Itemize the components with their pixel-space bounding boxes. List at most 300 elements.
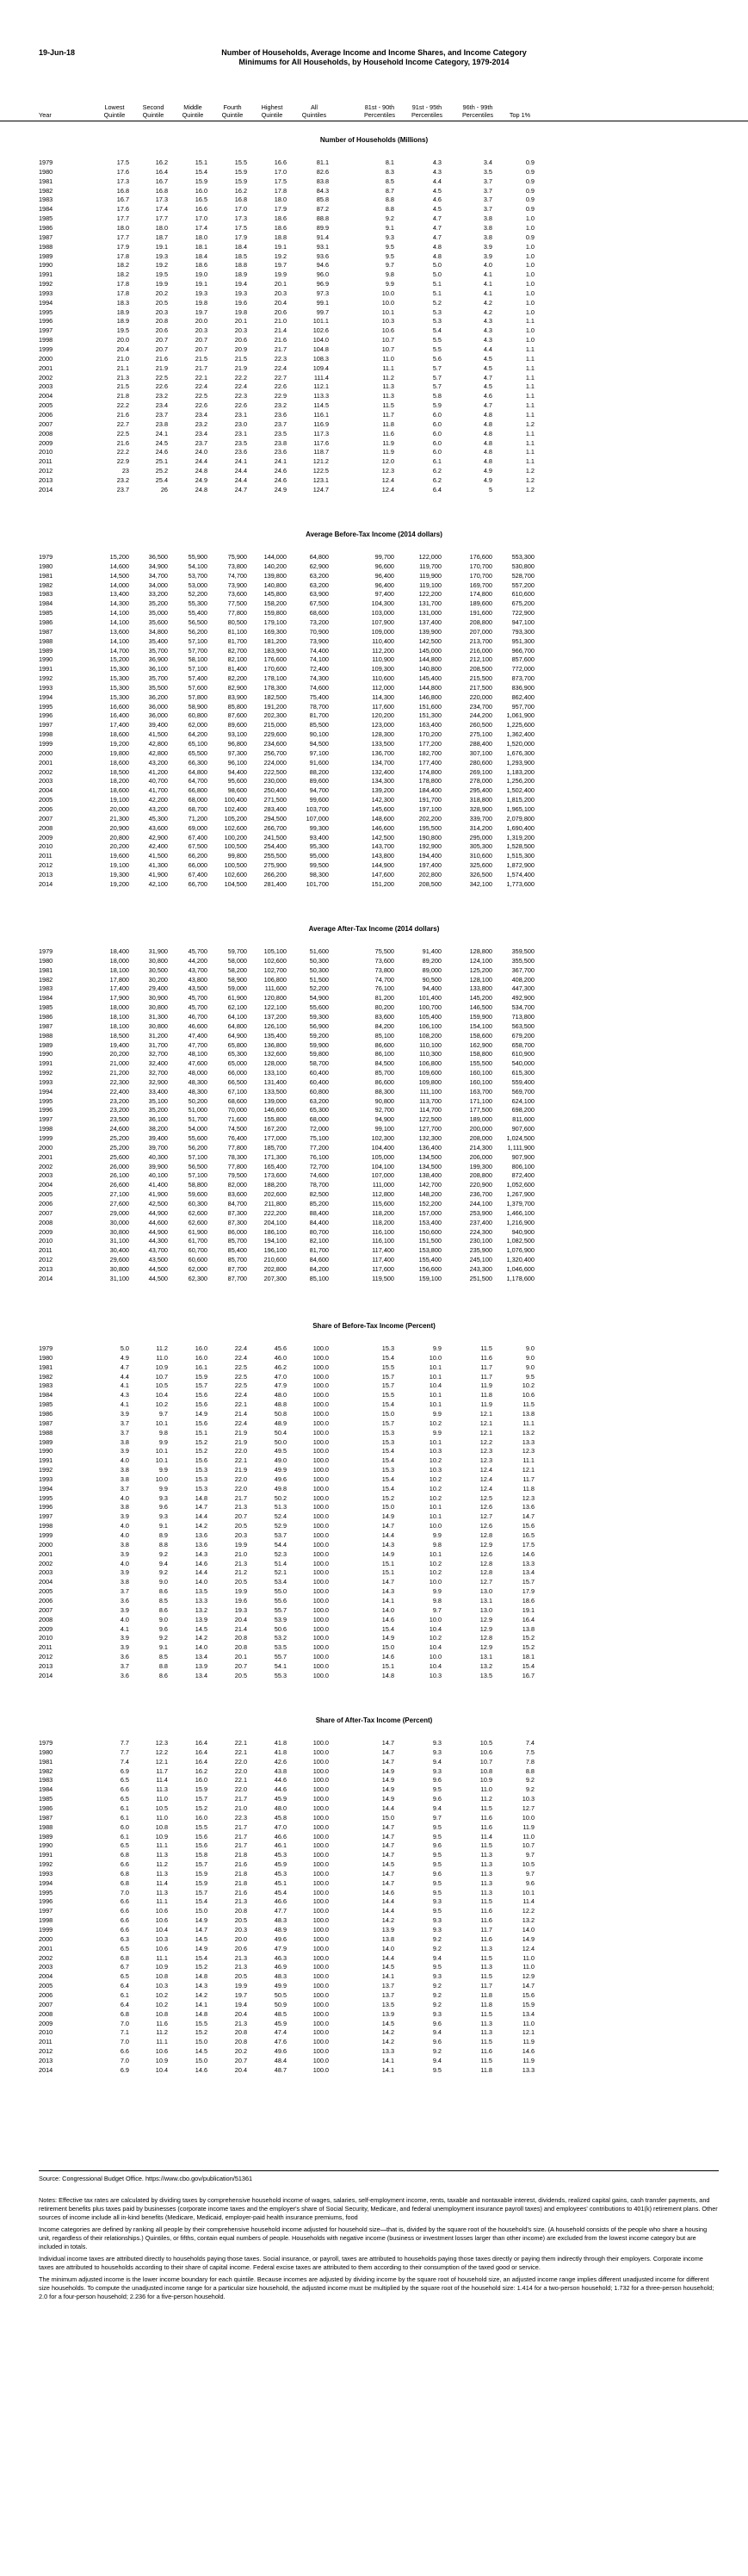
value-cell: 14.6 — [522, 1549, 535, 1558]
value-cell: 217,500 — [469, 683, 492, 692]
value-cell: 85,200 — [309, 1199, 329, 1207]
value-cell: 13.3 — [522, 1437, 535, 1446]
value-cell: 957,700 — [511, 702, 535, 711]
value-cell: 75,400 — [309, 692, 329, 701]
year-cell: 2003 — [39, 1963, 53, 1971]
value-cell: 207,300 — [263, 1274, 287, 1282]
value-cell: 1,183,200 — [506, 767, 535, 776]
value-cell: 18.0 — [274, 196, 287, 204]
value-cell: 104,500 — [224, 879, 247, 888]
value-cell: 20.3 — [155, 307, 168, 316]
table-row — [0, 861, 748, 870]
value-cell: 163,400 — [418, 721, 442, 729]
value-cell: 208,000 — [469, 1134, 492, 1142]
value-cell: 30,000 — [109, 1218, 129, 1226]
value-cell: 56,200 — [188, 1143, 207, 1151]
value-cell: 17.0 — [195, 214, 207, 223]
value-cell: 13.1 — [479, 1653, 492, 1661]
value-cell: 10.0 — [429, 1653, 442, 1661]
value-cell: 10.2 — [155, 1400, 168, 1409]
value-cell: 11.5 — [480, 1953, 492, 1962]
year-cell: 1995 — [39, 1493, 53, 1502]
value-cell: 44,600 — [148, 1218, 168, 1226]
value-cell: 45.9 — [274, 2019, 287, 2027]
value-cell: 1,690,400 — [506, 823, 535, 832]
value-cell: 12.4 — [522, 1944, 535, 1952]
value-cell: 14.0 — [195, 1578, 207, 1586]
value-cell: 63,200 — [309, 580, 329, 589]
value-cell: 74,100 — [309, 655, 329, 664]
value-cell: 10.7 — [155, 1372, 168, 1381]
value-cell: 100.0 — [312, 1916, 329, 1925]
value-cell: 6.5 — [120, 1841, 129, 1850]
year-cell: 1984 — [39, 1391, 53, 1400]
value-cell: 20.1 — [234, 1653, 247, 1661]
value-cell: 9.5 — [525, 1372, 535, 1381]
value-cell: 15.0 — [381, 1503, 394, 1511]
year-cell: 1989 — [39, 1437, 53, 1446]
value-cell: 245,100 — [469, 1256, 492, 1264]
value-cell: 44,200 — [188, 956, 207, 965]
value-cell: 100,700 — [418, 1003, 442, 1012]
value-cell: 20.8 — [234, 1643, 247, 1652]
table-row — [0, 411, 748, 419]
year-cell: 1991 — [39, 1851, 53, 1859]
value-cell: 23.1 — [234, 429, 247, 438]
year-cell: 2010 — [39, 1634, 53, 1642]
value-cell: 47.0 — [274, 1372, 287, 1381]
value-cell: 145,600 — [371, 804, 394, 813]
value-cell: 67,500 — [309, 599, 329, 608]
value-cell: 59,300 — [309, 1012, 329, 1021]
year-cell: 2004 — [39, 1181, 53, 1189]
value-cell: 10.0 — [522, 1813, 535, 1822]
value-cell: 9.7 — [432, 1605, 442, 1614]
value-cell: 10.5 — [522, 1860, 535, 1869]
value-cell: 13.3 — [195, 1596, 207, 1605]
value-cell: 5.7 — [432, 382, 442, 391]
value-cell: 42,100 — [148, 879, 168, 888]
value-cell: 186,100 — [263, 1227, 287, 1236]
value-cell: 14.9 — [381, 1795, 394, 1803]
value-cell: 16.6 — [195, 205, 207, 214]
year-cell: 1982 — [39, 975, 53, 984]
table-row — [0, 1643, 748, 1652]
value-cell: 266,200 — [263, 870, 287, 878]
value-cell: 89,600 — [309, 777, 329, 785]
value-cell: 10.6 — [522, 1391, 535, 1400]
value-cell: 104.8 — [312, 345, 329, 353]
value-cell: 74,600 — [309, 1171, 329, 1180]
report-date: 19-Jun-18 — [39, 48, 76, 57]
value-cell: 74,700 — [374, 975, 394, 984]
column-header: Second Quintile — [142, 103, 164, 119]
table-row — [0, 1003, 748, 1012]
value-cell: 1,502,400 — [506, 786, 535, 795]
value-cell: 47.6 — [274, 2038, 287, 2046]
table-row — [0, 1456, 748, 1465]
value-cell: 51,700 — [188, 1115, 207, 1124]
value-cell: 45,700 — [188, 947, 207, 955]
value-cell: 98,300 — [309, 870, 329, 878]
value-cell: 22.4 — [274, 363, 287, 372]
value-cell: 21.0 — [234, 1549, 247, 1558]
value-cell: 134,500 — [418, 1152, 442, 1161]
value-cell: 14.6 — [381, 1653, 394, 1661]
value-cell: 13.3 — [522, 1559, 535, 1567]
value-cell: 19.2 — [155, 261, 168, 270]
table-row — [0, 1748, 748, 1757]
table-row — [0, 1634, 748, 1642]
year-cell: 2006 — [39, 410, 53, 419]
value-cell: 46.6 — [274, 1832, 287, 1840]
value-cell: 10.2 — [429, 1456, 442, 1465]
value-cell: 20.8 — [234, 1634, 247, 1642]
year-cell: 1983 — [39, 984, 53, 993]
value-cell: 10.3 — [429, 1466, 442, 1474]
value-cell: 11.0 — [156, 1813, 168, 1822]
value-cell: 492,900 — [511, 994, 535, 1002]
table-row — [0, 1181, 748, 1189]
year-cell: 2005 — [39, 401, 53, 410]
year-cell: 2013 — [39, 870, 53, 878]
value-cell: 17.8 — [274, 186, 287, 195]
value-cell: 12.8 — [479, 1568, 492, 1577]
value-cell: 8.8 — [158, 1540, 168, 1549]
year-cell: 1984 — [39, 1785, 53, 1794]
year-cell: 2012 — [39, 1256, 53, 1264]
value-cell: 100.0 — [312, 1944, 329, 1952]
value-cell: 21.7 — [234, 1841, 247, 1850]
value-cell: 20.2 — [155, 289, 168, 297]
value-cell: 29,000 — [109, 1208, 129, 1217]
value-cell: 18.4 — [195, 251, 207, 260]
value-cell: 11.5 — [480, 2056, 492, 2064]
value-cell: 24.6 — [274, 475, 287, 484]
value-cell: 5.1 — [432, 289, 442, 297]
year-cell: 1979 — [39, 947, 53, 955]
value-cell: 11.1 — [522, 1418, 535, 1427]
value-cell: 6.1 — [120, 1832, 129, 1840]
value-cell: 13.1 — [479, 1596, 492, 1605]
value-cell: 16.4 — [155, 167, 168, 176]
value-cell: 624,100 — [511, 1096, 535, 1105]
value-cell: 21.8 — [234, 1851, 247, 1859]
value-cell: 64,200 — [188, 730, 207, 739]
value-cell: 45,300 — [148, 814, 168, 822]
value-cell: 7.1 — [120, 2028, 129, 2037]
value-cell: 64,800 — [227, 1021, 247, 1030]
table-row — [0, 1860, 748, 1869]
value-cell: 12.4 — [479, 1484, 492, 1493]
column-header: 96th - 99th Percentiles — [461, 103, 494, 119]
value-cell: 170,700 — [469, 562, 492, 570]
value-cell: 132,600 — [263, 1050, 287, 1058]
value-cell: 10.1 — [155, 1456, 168, 1465]
value-cell: 278,000 — [469, 777, 492, 785]
value-cell: 12.9 — [479, 1540, 492, 1549]
table-row — [0, 1078, 748, 1087]
value-cell: 8.8 — [385, 196, 394, 204]
value-cell: 18.1 — [522, 1653, 535, 1661]
value-cell: 4.7 — [483, 373, 492, 382]
value-cell: 12.3 — [522, 1447, 535, 1456]
value-cell: 99,500 — [309, 861, 329, 870]
value-cell: 3.5 — [483, 167, 492, 176]
value-cell: 7.0 — [120, 2019, 129, 2027]
value-cell: 30,800 — [109, 1227, 129, 1236]
table-row — [0, 1568, 748, 1577]
value-cell: 100.0 — [312, 1474, 329, 1483]
value-cell: 3.6 — [120, 1596, 129, 1605]
year-cell: 1979 — [39, 1344, 53, 1352]
value-cell: 50.5 — [274, 1990, 287, 1999]
table-row — [0, 1246, 748, 1255]
value-cell: 80,500 — [227, 618, 247, 626]
value-cell: 22.6 — [274, 382, 287, 391]
value-cell: 133,500 — [371, 740, 394, 748]
value-cell: 14.4 — [381, 1907, 394, 1915]
value-cell: 26 — [160, 485, 168, 493]
value-cell: 9.5 — [385, 251, 394, 260]
value-cell: 1.1 — [525, 345, 535, 353]
value-cell: 3.7 — [483, 205, 492, 214]
value-cell: 13.8 — [522, 1409, 535, 1418]
table-row — [0, 1069, 748, 1077]
value-cell: 14.2 — [381, 2028, 394, 2037]
value-cell: 132,300 — [418, 1134, 442, 1142]
value-cell: 66,200 — [188, 852, 207, 860]
value-cell: 102,600 — [224, 870, 247, 878]
value-cell: 59,000 — [227, 984, 247, 993]
value-cell: 120,200 — [371, 711, 394, 720]
table-row — [0, 457, 748, 466]
value-cell: 100.0 — [312, 2047, 329, 2056]
value-cell: 22,300 — [109, 1077, 129, 1086]
value-cell: 97,400 — [374, 590, 394, 599]
value-cell: 9.1 — [158, 1522, 168, 1530]
value-cell: 12.6 — [479, 1503, 492, 1511]
table-row — [0, 834, 748, 842]
table-row — [0, 553, 748, 562]
value-cell: 12.7 — [479, 1512, 492, 1521]
value-cell: 14.2 — [195, 1522, 207, 1530]
value-cell: 359,500 — [511, 947, 535, 955]
table-row — [0, 289, 748, 298]
value-cell: 15.4 — [381, 1474, 394, 1483]
value-cell: 105,000 — [371, 1152, 394, 1161]
year-cell: 2002 — [39, 373, 53, 382]
value-cell: 62,900 — [309, 562, 329, 570]
value-cell: 1,178,600 — [506, 1274, 535, 1282]
value-cell: 111.4 — [313, 373, 329, 382]
value-cell: 84,500 — [374, 1059, 394, 1068]
table-row — [0, 364, 748, 373]
value-cell: 4.0 — [483, 261, 492, 270]
value-cell: 60,400 — [309, 1069, 329, 1077]
value-cell: 3.6 — [120, 1653, 129, 1661]
value-cell: 22.4 — [234, 1344, 247, 1352]
value-cell: 97,100 — [309, 748, 329, 757]
value-cell: 19.4 — [234, 2000, 247, 2008]
value-cell: 82,000 — [227, 1181, 247, 1189]
value-cell: 117.3 — [313, 429, 329, 438]
value-cell: 60,300 — [188, 1199, 207, 1207]
value-cell: 100.0 — [312, 1428, 329, 1437]
value-cell: 553,300 — [511, 553, 535, 561]
value-cell: 13.4 — [522, 2009, 535, 2018]
value-cell: 569,700 — [511, 1087, 535, 1096]
value-cell: 133,800 — [469, 984, 492, 993]
value-cell: 1,362,400 — [506, 730, 535, 739]
value-cell: 110,100 — [419, 1040, 442, 1049]
year-cell: 2007 — [39, 1605, 53, 1614]
year-cell: 2014 — [39, 879, 53, 888]
value-cell: 20.7 — [155, 345, 168, 353]
value-cell: 15.2 — [195, 1437, 207, 1446]
value-cell: 12.8 — [479, 1559, 492, 1567]
value-cell: 1,773,600 — [506, 879, 535, 888]
value-cell: 12.4 — [479, 1474, 492, 1483]
value-cell: 61,900 — [227, 994, 247, 1002]
report-title — [0, 48, 748, 67]
value-cell: 123.1 — [312, 475, 329, 484]
value-cell: 275,900 — [263, 861, 287, 870]
value-cell: 6.1 — [432, 457, 442, 466]
year-cell: 1982 — [39, 580, 53, 589]
year-cell: 1996 — [39, 1897, 53, 1906]
value-cell: 41,500 — [148, 730, 168, 739]
value-cell: 100.0 — [312, 1953, 329, 1962]
value-cell: 122,200 — [418, 590, 442, 599]
value-cell: 60,800 — [188, 711, 207, 720]
table-row — [0, 345, 748, 354]
value-cell: 24.8 — [195, 485, 207, 493]
value-cell: 21.3 — [116, 373, 129, 382]
value-cell: 12.1 — [479, 1428, 492, 1437]
value-cell: 24,600 — [109, 1125, 129, 1133]
value-cell: 105,100 — [263, 947, 287, 955]
value-cell: 19.5 — [116, 326, 129, 335]
value-cell: 57,100 — [188, 636, 207, 645]
value-cell: 5.3 — [432, 317, 442, 326]
value-cell: 255,500 — [263, 852, 287, 860]
value-cell: 100.0 — [312, 1888, 329, 1896]
value-cell: 6.0 — [432, 438, 442, 447]
value-cell: 14.7 — [381, 1878, 394, 1887]
year-cell: 1998 — [39, 1522, 53, 1530]
value-cell: 151,300 — [418, 711, 442, 720]
value-cell: 9.2 — [158, 1634, 168, 1642]
value-cell: 7.7 — [120, 1747, 129, 1756]
value-cell: 4.6 — [483, 392, 492, 400]
value-cell: 139,200 — [371, 786, 394, 795]
value-cell: 11.7 — [480, 1362, 492, 1371]
value-cell: 145,200 — [469, 994, 492, 1002]
value-cell: 136,400 — [418, 1143, 442, 1151]
value-cell: 120,800 — [263, 994, 287, 1002]
value-cell: 30,800 — [148, 956, 168, 965]
value-cell: 15.9 — [195, 1869, 207, 1878]
value-cell: 11.0 — [156, 1353, 168, 1362]
value-cell: 18.0 — [195, 233, 207, 241]
value-cell: 15.4 — [381, 1624, 394, 1633]
section-title: Share of After-Tax Income (Percent) — [315, 1716, 433, 1724]
value-cell: 25.1 — [155, 457, 168, 466]
value-cell: 160,100 — [469, 1069, 492, 1077]
value-cell: 73,800 — [227, 562, 247, 570]
table-row — [0, 1041, 748, 1050]
value-cell: 15.7 — [195, 1381, 207, 1390]
table-row — [0, 665, 748, 673]
value-cell: 17.5 — [522, 1540, 535, 1549]
value-cell: 20.1 — [274, 280, 287, 289]
value-cell: 22.0 — [234, 1484, 247, 1493]
year-cell: 1988 — [39, 636, 53, 645]
year-cell: 1981 — [39, 965, 53, 974]
value-cell: 951,300 — [511, 636, 535, 645]
value-cell: 6.4 — [120, 1982, 129, 1990]
value-cell: 124,100 — [469, 956, 492, 965]
value-cell: 40,100 — [148, 1171, 168, 1180]
value-cell: 15.2 — [195, 1963, 207, 1971]
value-cell: 9.8 — [432, 1596, 442, 1605]
year-cell: 1998 — [39, 1916, 53, 1925]
value-cell: 23.2 — [195, 419, 207, 428]
value-cell: 84,700 — [227, 1199, 247, 1207]
value-cell: 328,900 — [469, 804, 492, 813]
value-cell: 222,200 — [263, 1208, 287, 1217]
value-cell: 15.0 — [195, 2038, 207, 2046]
value-cell: 96.9 — [316, 280, 329, 289]
value-cell: 43,500 — [188, 984, 207, 993]
value-cell: 177,000 — [263, 1134, 287, 1142]
value-cell: 244,200 — [469, 711, 492, 720]
value-cell: 184,400 — [418, 786, 442, 795]
value-cell: 18,600 — [109, 786, 129, 795]
value-cell: 6.8 — [120, 1869, 129, 1878]
value-cell: 56,500 — [188, 618, 207, 626]
value-cell: 6.6 — [120, 1926, 129, 1934]
value-cell: 658,700 — [511, 1040, 535, 1049]
value-cell: 169,300 — [263, 627, 287, 636]
value-cell: 679,200 — [511, 1031, 535, 1040]
value-cell: 325,600 — [469, 861, 492, 870]
value-cell: 151,500 — [418, 1237, 442, 1245]
table-row — [0, 1219, 748, 1227]
table-row — [0, 1237, 748, 1245]
value-cell: 54.1 — [274, 1661, 287, 1670]
value-cell: 22.5 — [234, 1362, 247, 1371]
value-cell: 215,500 — [469, 674, 492, 683]
column-header: Highest Quintile — [261, 103, 283, 119]
value-cell: 73,600 — [227, 590, 247, 599]
value-cell: 18.1 — [195, 242, 207, 251]
value-cell: 64,800 — [188, 767, 207, 776]
value-cell: 21.6 — [155, 354, 168, 363]
value-cell: 24.8 — [195, 467, 207, 475]
value-cell: 21.1 — [116, 363, 129, 372]
value-cell: 713,800 — [511, 1012, 535, 1021]
year-cell: 2005 — [39, 1587, 53, 1596]
value-cell: 85,100 — [374, 1031, 394, 1040]
value-cell: 31,300 — [148, 1012, 168, 1021]
value-cell: 10.2 — [522, 1381, 535, 1390]
table-row — [0, 1972, 748, 1981]
value-cell: 4.3 — [432, 158, 442, 166]
value-cell: 0.9 — [525, 205, 535, 214]
value-cell: 59,700 — [227, 947, 247, 955]
